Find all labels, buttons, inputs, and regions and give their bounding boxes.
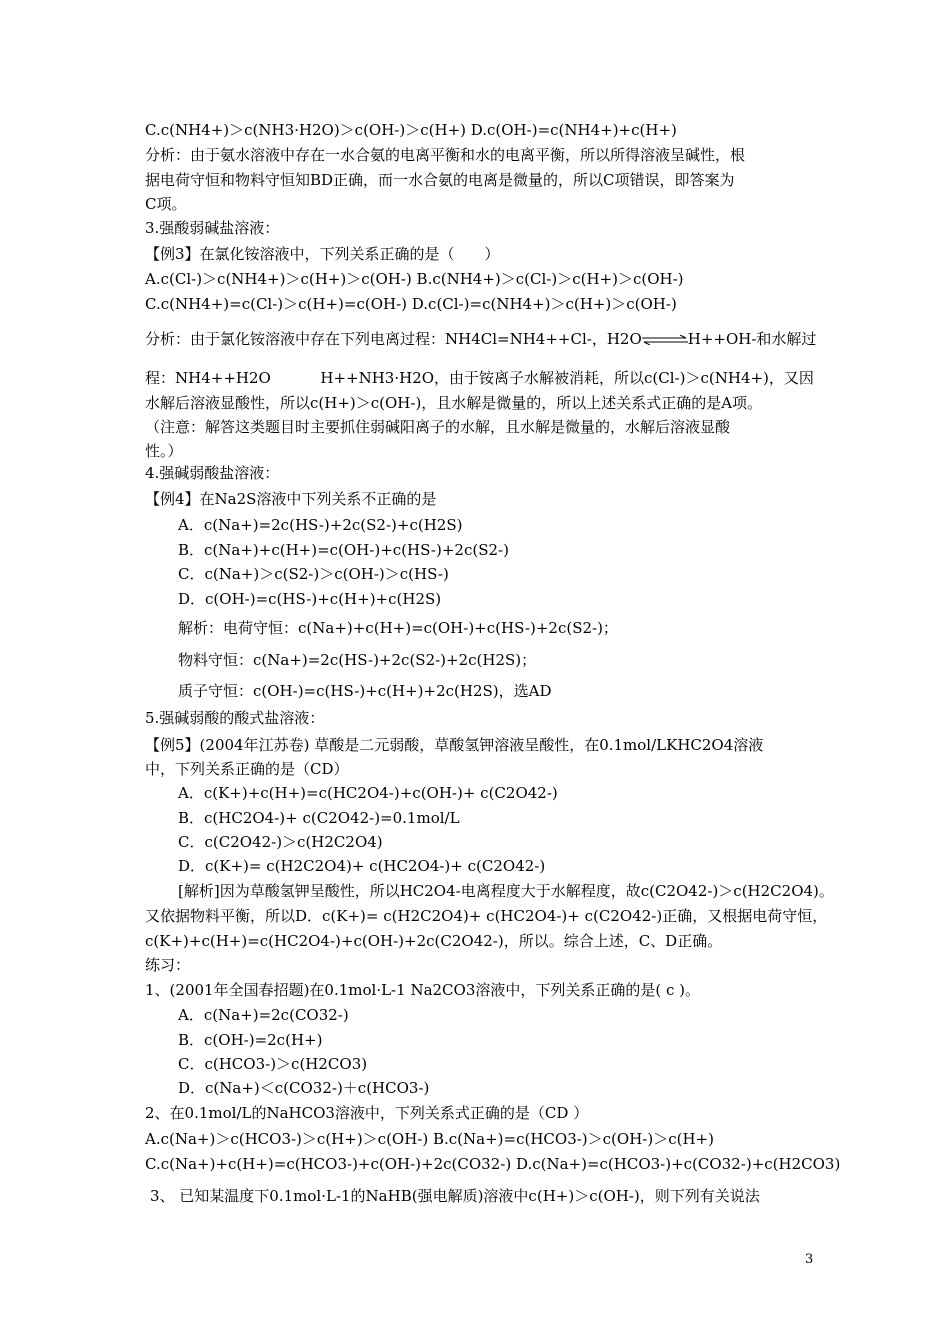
text-line: 3、 已知某温度下0.1mol·L-1的NaHB(强电解质)溶液中c(H+)＞c(OH-)，则下列有关说法 (150, 1187, 760, 1205)
text-line: 【例5】(2004年江苏卷) 草酸是二元弱酸，草酸氢钾溶液呈酸性，在0.1mol/LKHC2O4溶液 (145, 736, 764, 754)
text-line: 1、(2001年全国春招题)在0.1mol·L-1 Na2CO3溶液中，下列关系正确的是( c )。 (145, 981, 701, 999)
text-line: 据电荷守恒和物料守恒知BD正确，而一水合氨的电离是微量的，所以C项错误，即答案为 (145, 171, 735, 189)
text-line: 性。） (145, 442, 183, 460)
text-line: A.c(Na+)＞c(HCO3-)＞c(H+)＞c(OH-) B.c(Na+)=c(HCO3-)＞c(OH-)＞c(H+) (145, 1130, 714, 1148)
option-d: D．c(Na+)＜c(CO32-)＋c(HCO3-) (178, 1079, 430, 1097)
text-line: C.c(NH4+)＞c(NH3·H2O)＞c(OH-)＞c(H+) D.c(OH-)=c(NH4+)+c(H+) (145, 121, 677, 139)
text-line: 【例3】在氯化铵溶液中，下列关系正确的是（ ） (145, 245, 500, 263)
text-line: 【例4】在Na2S溶液中下列关系不正确的是 (145, 490, 437, 508)
text-line: （注意：解答这类题目时主要抓住弱碱阳离子的水解，且水解是微量的，水解后溶液显酸 (145, 418, 731, 436)
option-c: C．c(HCO3-)＞c(H2CO3) (178, 1055, 368, 1073)
option-a: A．c(K+)+c(H+)=c(HC2O4-)+c(OH-)+ c(C2O42-) (178, 784, 558, 802)
section-heading: 练习： (145, 956, 191, 974)
text-line: c(K+)+c(H+)=c(HC2O4-)+c(OH-)+2c(C2O42-)，所以。综合上述，C、D正确。 (145, 932, 723, 950)
option-c: C．c(Na+)＞c(S2-)＞c(OH-)＞c(HS-) (178, 565, 449, 583)
option-d: D．c(K+)= c(H2C2O4)+ c(HC2O4-)+ c(C2O42-) (178, 857, 546, 875)
text-line: 解析：电荷守恒：c(Na+)+c(H+)=c(OH-)+c(HS-)+2c(S2-)； (178, 619, 618, 637)
text-line: 分析：由于氯化铵溶液中存在下列电离过程：NH4Cl=NH4++Cl-，H2O H++OH-和水解过 (145, 330, 817, 348)
text-line: 程：NH4++H2O H++NH3·H2O，由于铵离子水解被消耗，所以c(Cl-)＞c(NH4+)，又因 (145, 369, 814, 387)
text-line: 物料守恒：c(Na+)=2c(HS-)+2c(S2-)+2c(H2S)； (178, 651, 537, 669)
text-line: 质子守恒：c(OH-)=c(HS-)+c(H+)+2c(H2S)，选AD (178, 682, 552, 700)
section-heading: 4.强碱弱酸盐溶液： (145, 464, 280, 482)
section-heading: 5.强碱弱酸的酸式盐溶液： (145, 709, 325, 727)
text-line: C项。 (145, 195, 187, 213)
text-line: 水解后溶液显酸性，所以c(H+)＞c(OH-)，且水解是微量的，所以上述关系式正确的是A项。 (145, 394, 763, 412)
option-b: B．c(HC2O4-)+ c(C2O42-)=0.1mol/L (178, 809, 460, 827)
page-number: 3 (805, 1252, 814, 1267)
text-line: 又依据物料平衡，所以D．c(K+)= c(H2C2O4)+ c(HC2O4-)+ c(C2O42-)正确，又根据电荷守恒， (145, 907, 828, 925)
text-line: A.c(Cl-)＞c(NH4+)＞c(H+)＞c(OH-) B.c(NH4+)＞c(Cl-)＞c(H+)＞c(OH-) (145, 270, 684, 288)
text-line: C.c(NH4+)=c(Cl-)＞c(H+)=c(OH-) D.c(Cl-)=c(NH4+)＞c(H+)＞c(OH-) (145, 295, 677, 313)
option-c: C．c(C2O42-)＞c(H2C2O4) (178, 833, 383, 851)
text-line: 分析：由于氨水溶液中存在一水合氨的电离平衡和水的电离平衡，所以所得溶液呈碱性，根 (145, 146, 746, 164)
section-heading: 3.强酸弱碱盐溶液： (145, 219, 280, 237)
option-a: A．c(Na+)=2c(CO32-) (178, 1006, 349, 1024)
text-line: 2、在0.1mol/L的NaHCO3溶液中，下列关系式正确的是（CD ） (145, 1104, 589, 1122)
option-b: B．c(Na+)+c(H+)=c(OH-)+c(HS-)+2c(S2-) (178, 541, 509, 559)
option-d: D．c(OH-)=c(HS-)+c(H+)+c(H2S) (178, 590, 442, 608)
option-a: A．c(Na+)=2c(HS-)+2c(S2-)+c(H2S) (178, 516, 463, 534)
text-line: 中，下列关系正确的是（CD） (145, 760, 349, 778)
equilibrium-arrow-icon (642, 335, 688, 345)
text-line: C.c(Na+)+c(H+)=c(HCO3-)+c(OH-)+2c(CO32-) D.c(Na+)=c(HCO3-)+c(CO32-)+c(H2CO3) (145, 1155, 841, 1173)
option-b: B．c(OH-)=2c(H+) (178, 1031, 323, 1049)
text-line: [解析]因为草酸氢钾呈酸性，所以HC2O4-电离程度大于水解程度，故c(C2O42-)＞c(H2C2O4)。 (178, 882, 834, 900)
